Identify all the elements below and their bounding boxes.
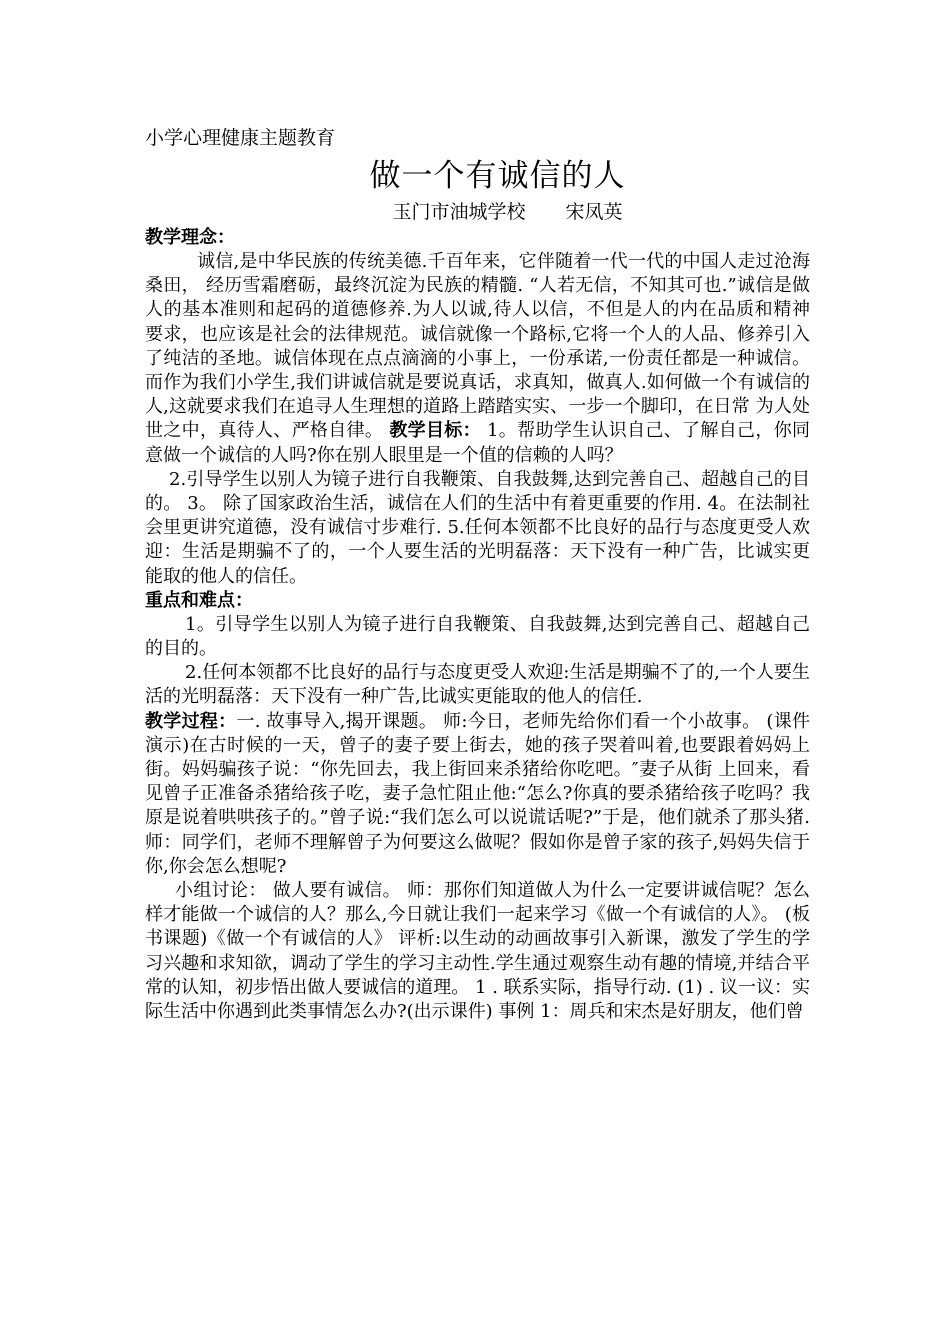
process-text-1: 一. 故事导入,揭开课题。 师:今日，老师先给你们看一个小故事。 (课件演示)在古时候的一天，曾子的妻子要上街去，她的孩子哭着叫着,也要跟着妈妈上街。妈妈骗孩子说：“你先回去，我上街回来杀猪给你吃吧。″妻子从街 上回来，看见曾子正准备杀猪给孩子吃，妻子急忙阻止他:“怎么?你真的要杀猪给孩子吃吗？我原是说着哄哄孩子的。”曾子说:“我们怎么可以说谎话呢?”于是，他们就杀了那头猪. 师：同学们，老师不理解曾子为何要这么做呢？假如你是曾子家的孩子,妈妈失信于你,你会怎么想呢? <box>145 710 810 877</box>
concept-heading: 教学理念： <box>145 227 235 248</box>
process-heading: 教学过程： <box>145 710 237 732</box>
goal-heading: 教学目标： <box>389 420 481 442</box>
key-paragraph-2: 2.任何本领都不比良好的品行与态度更受人欢迎:生活是期骗不了的,一个人要生活的光明磊落：天下没有一种广告,比诚实更能取的他人的信任. <box>145 662 810 708</box>
process-paragraph-2: 小组讨论： 做人要有诚信。 师：那你们知道做人为什么一定要讲诚信呢？怎么样才能做一个诚信的人？那么,今日就让我们一起来学习《做一个有诚信的人》。 (板书课题)《做一个有诚信的人》 评析:以生动的动画故事引入新课，激发了学生的学习兴趣和求知欲，调动了学生的学习主动性.学生通过观察生动有趣的情境,并结合平常的认知，初步悟出做人要诚信的道理。 1 . 联系实际，指导行动. (1) . 议一议：实际生活中你遇到此类事情怎么办?(出示课件) 事例 1：周兵和宋杰是好朋友，他们曾 <box>145 880 810 1023</box>
author-name: 宋凤英 <box>565 201 623 223</box>
document-header: 小学心理健康主题教育 <box>145 127 336 149</box>
document-title: 做一个有诚信的人 <box>369 158 626 194</box>
document-body <box>145 124 810 1024</box>
process-paragraph-1 <box>145 710 810 879</box>
key-heading: 重点和难点： <box>145 589 253 611</box>
goal-text-1: 1。帮助学生认识自己、了解自己，你同意做一个诚信的人吗?你在别人眼里是一个值的信赖的人吗？ <box>145 420 811 466</box>
concept-text: 诚信,是中华民族的传统美德.千百年来，它伴随着一代一代的中国人走过沧海桑田， 经历雪霜磨砺，最终沉淀为民族的精髓. “人若无信，不知其可也.”诚信是做人的基本准则和起码的道德修养.为人以诚,待人以信，不但是人的内在品质和精神 要求，也应该是社会的法律规范。诚信就像一个路标,它将一个人的人品、修养引入了纯洁的圣地。诚信体现在点点滴滴的小事上，一份承诺,一份责任都是一种诚信。 而作为我们小学生,我们讲诚信就是要说真话，求真知，做真人.如何做一个有诚信的人,这就要求我们在追寻人生理想的道路上踏踏实实、一步一个脚印，在日常 为人处世之中，真待人、严格自律。 <box>145 251 810 442</box>
school-name: 玉门市油城学校 <box>392 201 526 223</box>
goal-paragraph: 2.引导学生以别人为镜子进行自我鞭策、自我鼓舞,达到完善自己、超越自己的目的。 3。 除了国家政治生活，诚信在人们的生活中有着更重要的作用. 4。在法制社会里更讲究道德，没有诚信寸步难行. 5.任何本领都不比良好的品行与态度更受人欢迎：生活是期骗不了的，一个人要生活的光明磊落：天下没有一种广告，比诚实更能取的他人的信任。 <box>145 468 810 587</box>
concept-paragraph <box>145 250 810 468</box>
key-paragraph-1: 1。引导学生以别人为镜子进行自我鞭策、自我鼓舞,达到完善自己、超越自己的目的。 <box>145 613 810 660</box>
author-line <box>145 198 810 226</box>
